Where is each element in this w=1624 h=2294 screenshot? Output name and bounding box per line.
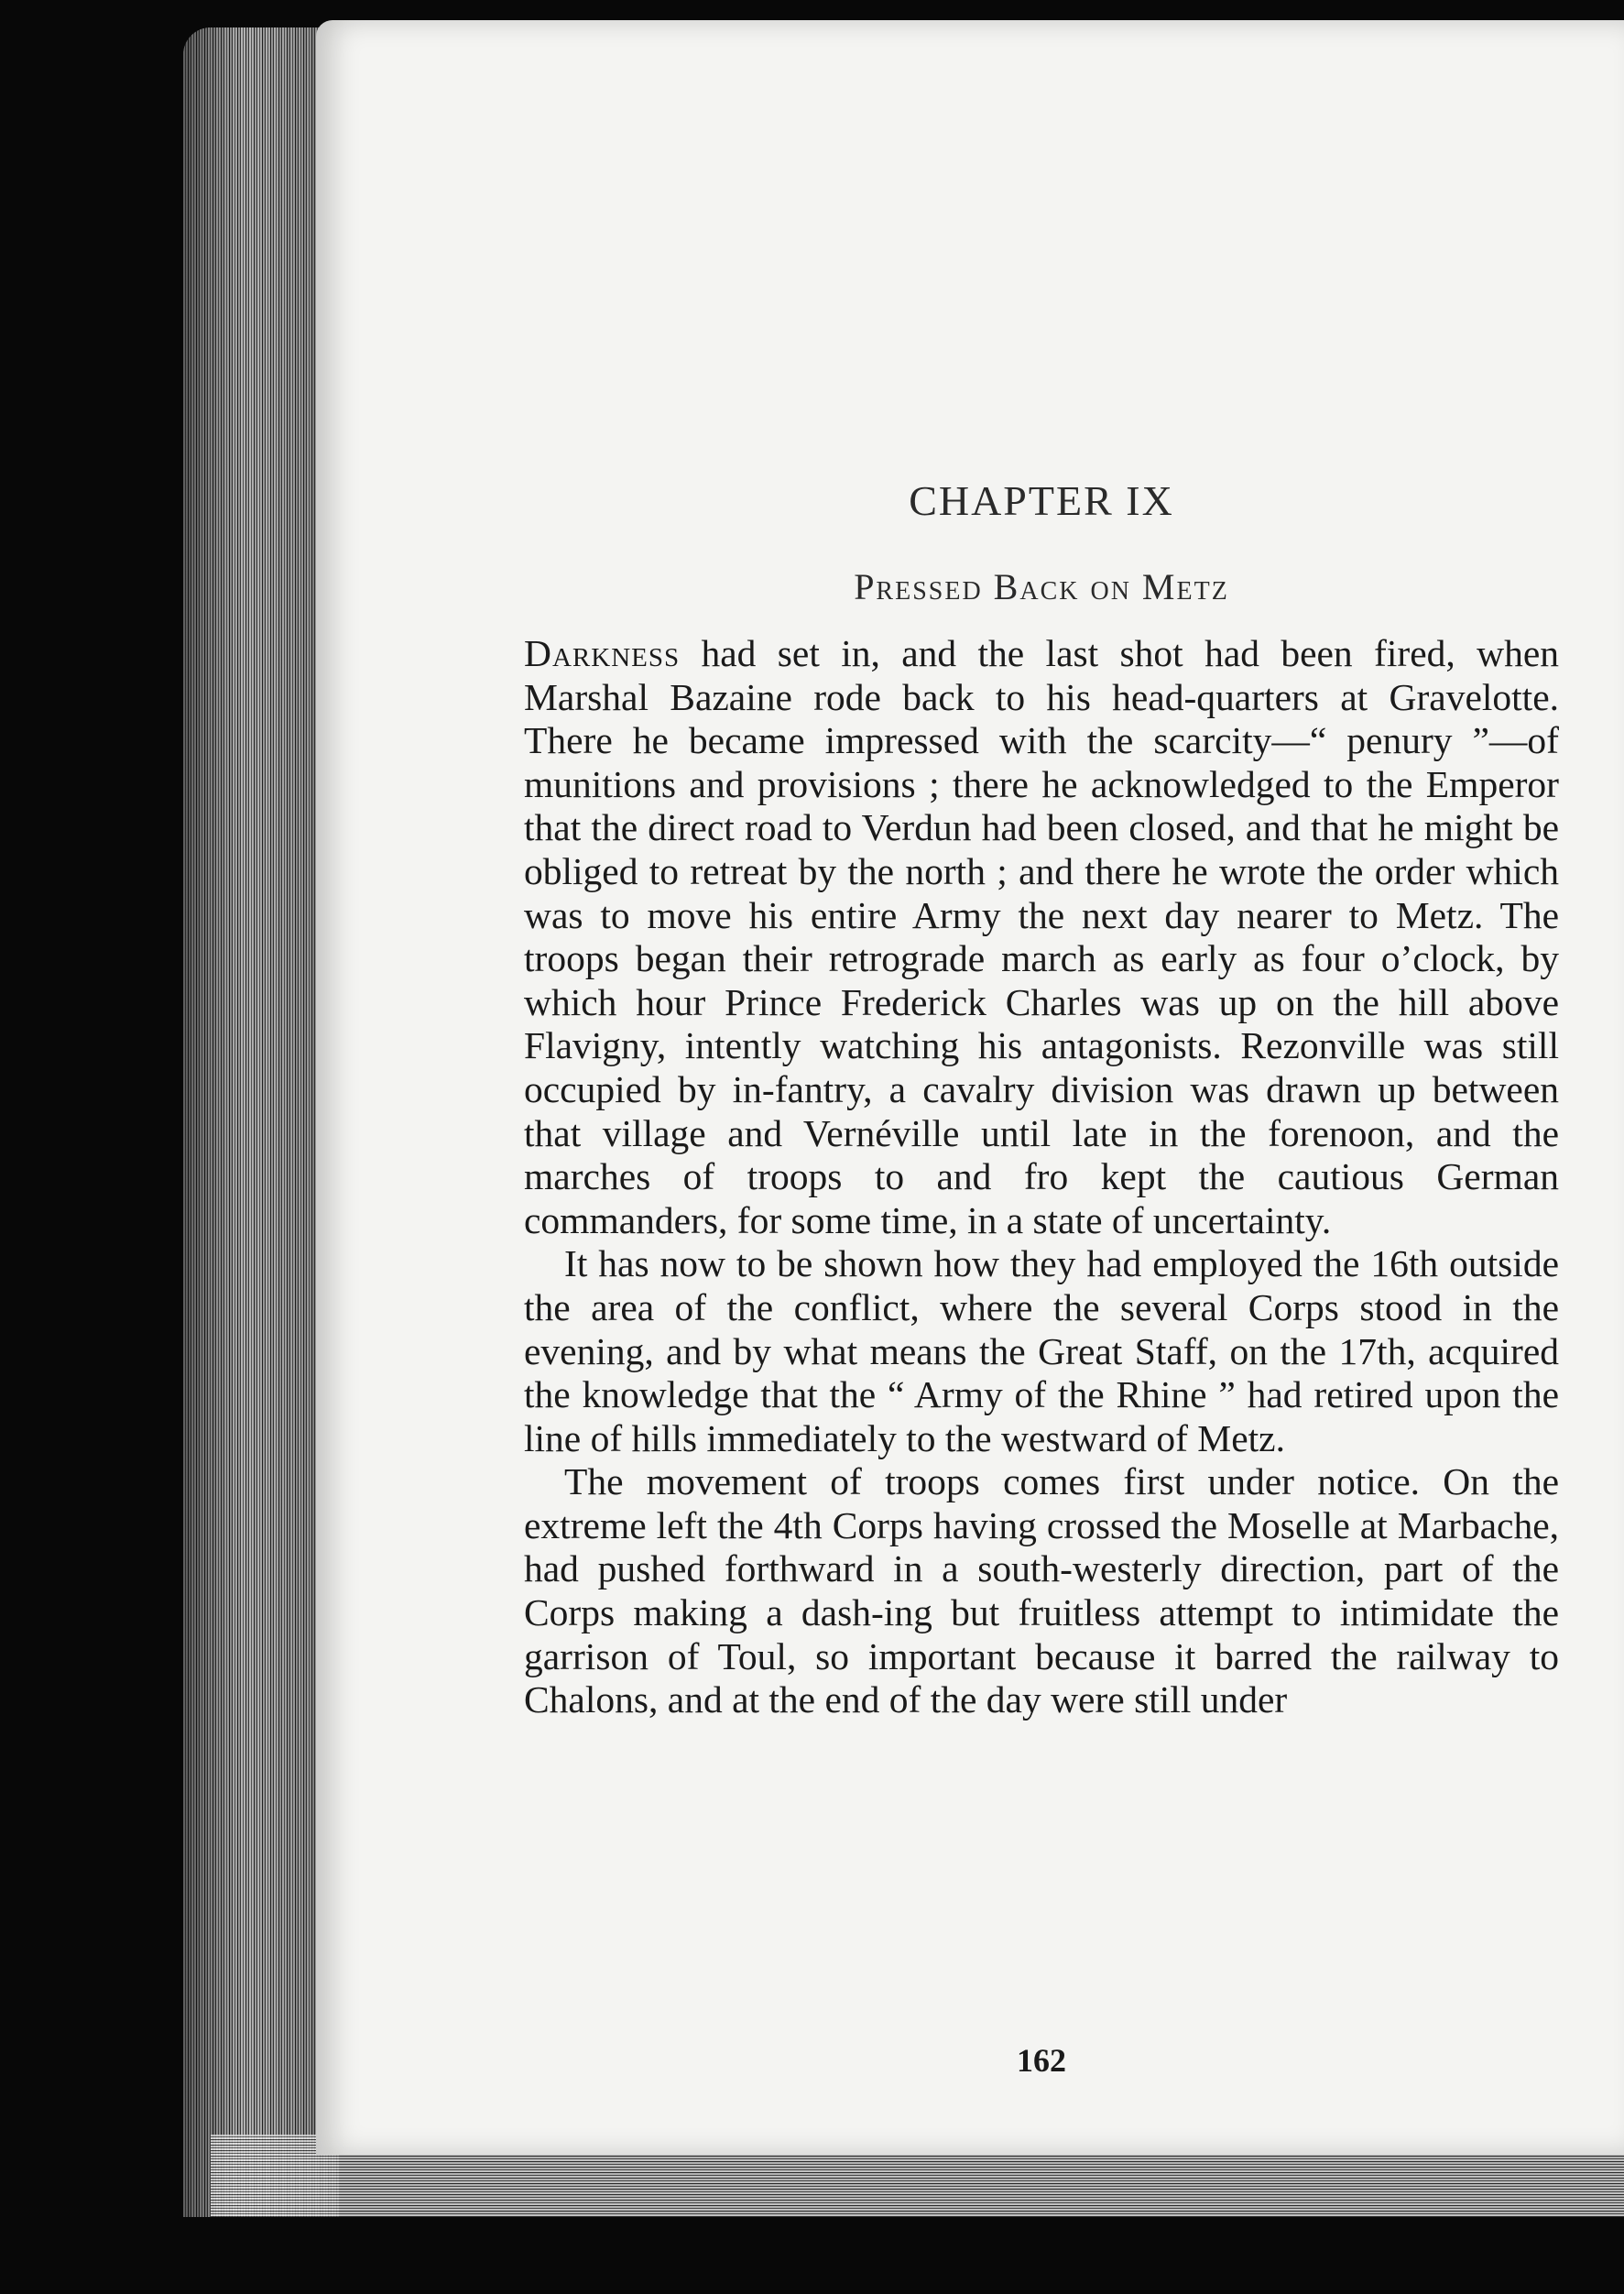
page-number: 162 xyxy=(1017,2042,1066,2079)
paragraph-1 xyxy=(524,632,1559,1242)
paragraph-1-text: had set in, and the last shot had been fired, when Marshal Bazaine rode back to his head-quarters at Gravelotte. There he became impressed with the scarcity—“ penury ”—of munitions and provisions ; there he acknowledged to the Emperor that the direct road to Verdun had been closed, and that he might be obliged to retreat by the north ; and there he wrote the order which was to move his entire Army the next day nearer to Metz. The troops began their retrograde march as early as four o’clock, by which hour Prince Frederick Charles was up on the hill above Flavigny, intently watching his antagonists. Rezonville was still occupied by in-fantry, a cavalry division was drawn up between that village and Vernéville until late in the forenoon, and the marches of troops to and fro kept the cautious German commanders, for some time, in a state of uncertainty. xyxy=(524,632,1559,1241)
page-text xyxy=(524,476,1559,1722)
paragraph-2: It has now to be shown how they had employed the 16th outside the area of the conflict, where the several Corps stood in the evening, and by what means the Great Staff, on the 17th, acquired the knowledge that the “ Army of the Rhine ” had retired upon the line of hills immediately to the westward of Metz. xyxy=(524,1242,1559,1459)
paragraph-3: The movement of troops comes first under notice. On the extreme left the 4th Corps having crossed the Moselle at Marbache, had pushed forthward in a south-westerly direction, part of the Corps making a dash-ing but fruitless attempt to intimidate the garrison of Toul, so important because it barred the railway to Chalons, and at the end of the day were still under xyxy=(524,1460,1559,1721)
chapter-subtitle: Pressed Back on Metz xyxy=(854,566,1229,607)
paragraph-1-lead-word: Darkness xyxy=(524,632,681,674)
chapter-heading: CHAPTER IX xyxy=(909,477,1174,524)
